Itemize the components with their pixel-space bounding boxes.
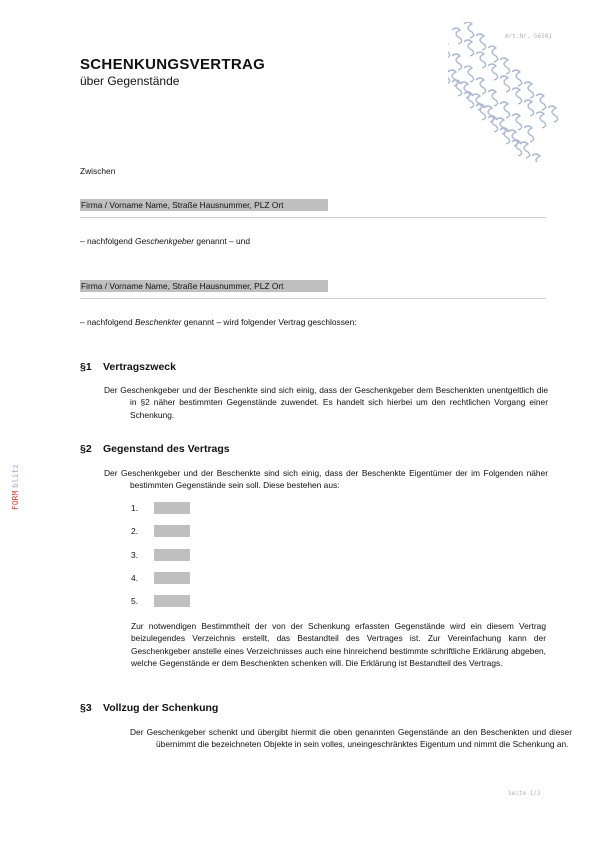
party2-pre: – nachfolgend [80,317,135,327]
list-item-number: 4. [131,573,138,583]
party2-role: Beschenkter [134,317,182,327]
section2-text-continued: Zur notwendigen Bestimmtheit der von der Schenkung erfassten Gegenstände wird ein diesem Vertrag beizulegendes Verzeichnis erstellt, das Bestandteil des Vertrages ist. Zur Vereinfachung kann der Geschenkgeber anstelle eines Verzeichnisses auch eine hinreichend bestimmte schriftliche Erklärung abgeben, welche Gegenstände er dem Beschenkten schenken will. Die Erklärung ist Bestandteil des Vertrags. [131,621,546,668]
party1-divider [80,217,546,218]
party1-pre: – nachfolgend [80,236,135,246]
party1-field[interactable]: Firma / Vorname Name, Straße Hausnummer, PLZ Ort [80,199,328,211]
section3-text: Der Geschenkgeber schenkt und übergibt hiermit die oben genannten Gegenstände an den Beschenkten und dieser übernimmt die bezeichneten Objekte in sein volles, uneingeschränktes Eigentum und nimmt die Schenkung an. [130,727,572,750]
section1-title: Vertragszweck [103,361,176,373]
section3-number: §3 [80,702,92,714]
list-item-number: 5. [131,596,138,606]
brand-part1: FORM [11,490,20,510]
party1-role: Geschenkgeber [134,236,195,246]
formblitz-brand [6,432,22,512]
list-item-field[interactable] [154,502,190,514]
list-item-field[interactable] [154,572,190,584]
list-item-number: 2. [131,526,138,536]
list-item-field[interactable] [154,549,190,561]
section2-number: §2 [80,443,92,455]
party1-role-line [80,235,250,248]
document-title: SCHENKUNGSVERTRAG [80,56,266,73]
section2-title: Gegenstand des Vertrags [103,443,230,455]
article-number: Art.Nr. 56501 [505,33,552,40]
list-item-field[interactable] [154,595,190,607]
parties-intro: Zwischen [80,166,116,176]
formblitz-logo-icon [448,22,560,162]
page-number: Seite 1/3 [508,790,541,797]
party2-post: genannt – wird folgender Vertrag geschlossen: [181,317,357,327]
document-subtitle: über Gegenstände [80,74,180,88]
party2-divider [80,298,546,299]
section1-text: Der Geschenkgeber und der Beschenkte sind sich einig, dass der Geschenkgeber dem Beschenkten unentgeltlich die in §2 näher bestimmten Gegenstände zuwendet. Es handelt sich hierbei um den rechtlichen Vorgang einer Schenkung. [104,385,548,420]
party2-role-line [80,316,357,329]
section3-title: Vollzug der Schenkung [103,702,219,714]
brand-part2: blitz [11,463,20,488]
list-item-field[interactable] [154,525,190,537]
party2-field[interactable]: Firma / Vorname Name, Straße Hausnummer, PLZ Ort [80,280,328,292]
party1-post: genannt – und [194,236,250,246]
section2-text: Der Geschenkgeber und der Beschenkte sind sich einig, dass der Beschenkte Eigentümer der im Folgenden näher bestimmten Gegenstände sein soll. Diese bestehen aus: [104,468,548,491]
list-item-number: 3. [131,550,138,560]
list-item-number: 1. [131,503,138,513]
section1-number: §1 [80,361,92,373]
